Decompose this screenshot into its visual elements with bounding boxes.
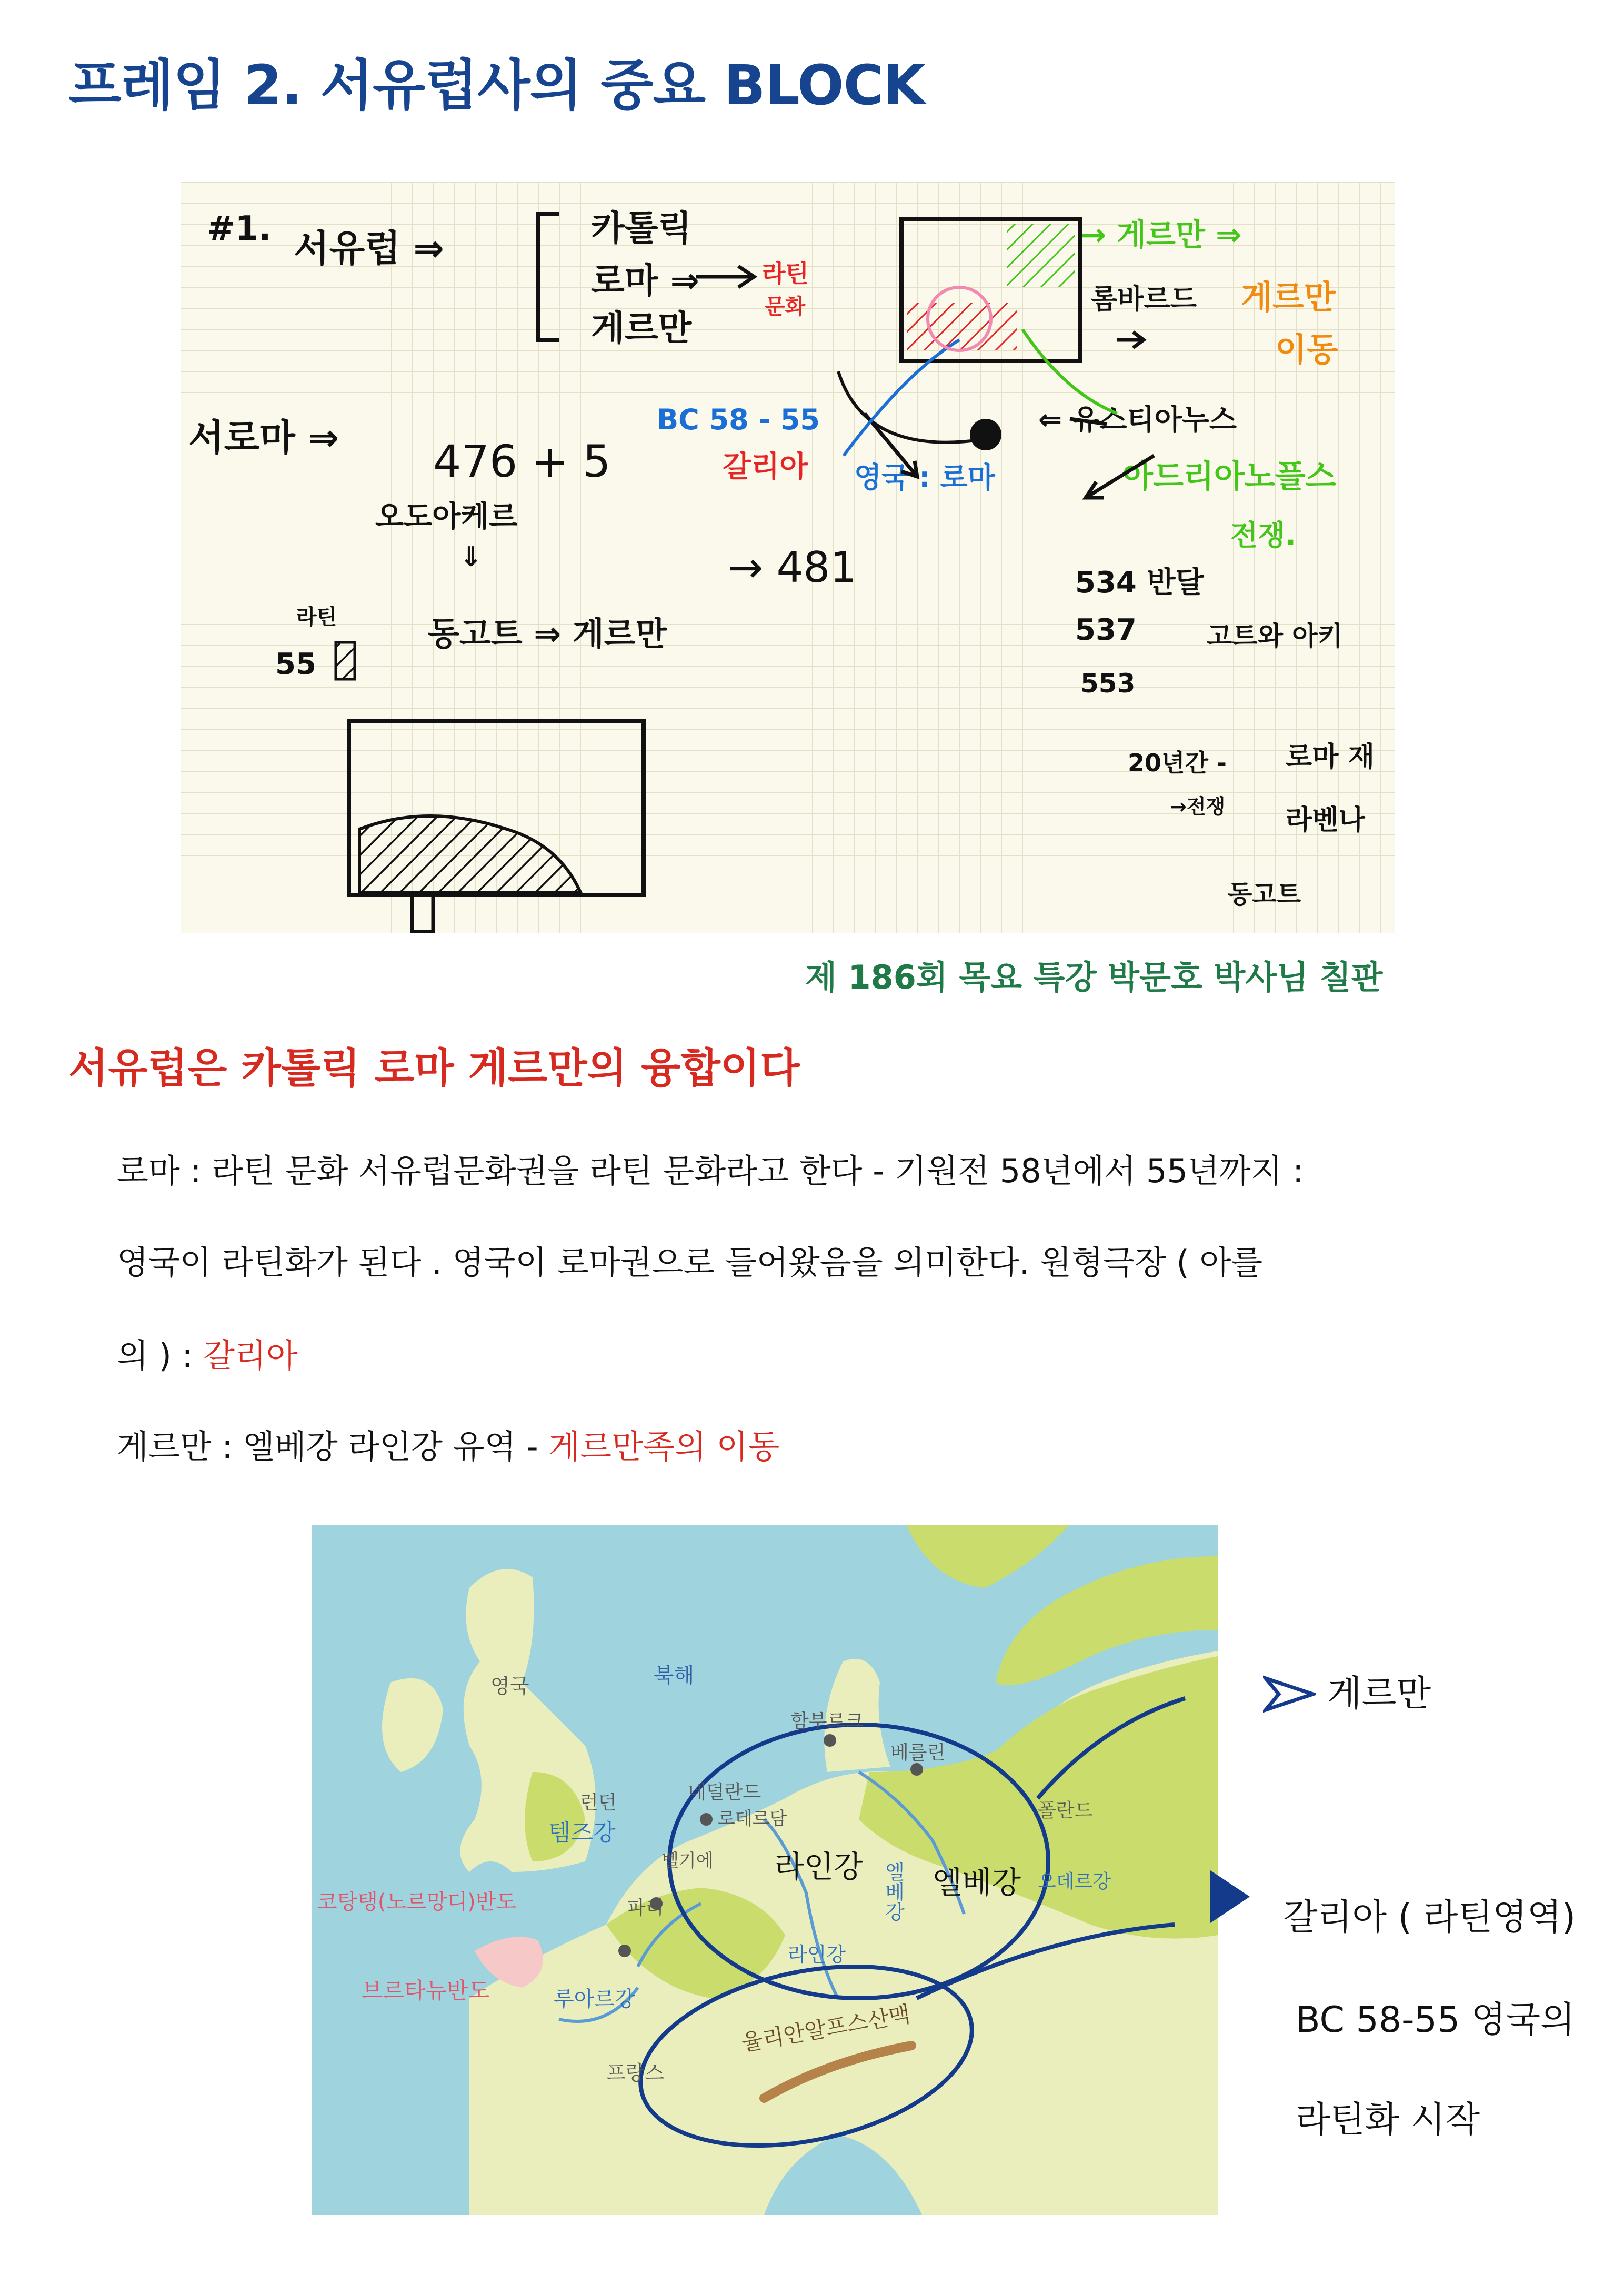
body-line-4 <box>117 1421 779 1467</box>
body-line-3 <box>117 1330 298 1376</box>
map-label-paris: 파리 <box>627 1897 664 1919</box>
map-label-north-sea: 북해 <box>654 1664 695 1688</box>
map-label-elbe-vertical: 엘베강 <box>881 1861 905 1921</box>
map-label-rhine-small: 라인강 <box>788 1943 846 1966</box>
board-caption: 제 186회 목요 특강 박문호 박사님 칠판 <box>805 958 1383 996</box>
page-title: 프레임 2. 서유럽사의 중요 BLOCK <box>68 53 925 117</box>
map-label-thames: 템즈강 <box>548 1819 616 1846</box>
board-note-22: 이동 <box>1275 330 1338 369</box>
board-note-23: ⇐ 유스티아누스 <box>1038 403 1237 436</box>
board-note-11: ⇓ <box>459 541 483 573</box>
arrow-gallia-icon <box>1205 1868 1252 1926</box>
board-note-2: 서유럽 ⇒ <box>294 227 444 270</box>
board-note-17: 갈리아 <box>723 450 808 484</box>
arrow-germanic-icon <box>1263 1673 1316 1715</box>
board-note-31: →전쟁 <box>1170 795 1226 818</box>
board-note-7: 게르만 <box>591 308 692 348</box>
map-label-oder: 오데르강 <box>1038 1871 1111 1892</box>
map-label-france: 프랑스 <box>606 2061 665 2084</box>
map-label-belgium: 벨기에 <box>661 1850 714 1871</box>
body-line-1: 로마 : 라틴 문화 서유럽문화권을 라틴 문화라고 한다 - 기원전 58년에서 55년까지 : <box>117 1152 1304 1190</box>
board-note-13: → 481 <box>728 543 857 592</box>
board-note-24: 아드리아노플스 <box>1122 458 1336 495</box>
board-note-32: 로마 재 <box>1286 741 1375 773</box>
board-note-1: #1. <box>207 209 272 248</box>
board-note-20: 롬바르드 <box>1091 284 1197 315</box>
board-note-18: 영국 : 로마 <box>854 461 995 494</box>
body-line-4-red: 게르만족의 이동 <box>548 1427 780 1466</box>
board-note-28: 고트와 아키 <box>1207 621 1343 651</box>
body-line-3-prefix: 의 ) : <box>117 1336 204 1375</box>
board-note-9: 476 + 5 <box>433 436 611 487</box>
map-label-elbe-big: 엘베강 <box>933 1865 1021 1900</box>
map-label-england: 영국 <box>490 1675 529 1698</box>
map-label-rotterdam: 로테르담 <box>718 1808 787 1829</box>
board-note-26: 534 반달 <box>1075 566 1204 600</box>
board-note-5: 라틴 <box>762 259 809 288</box>
body-line-4-prefix: 게르만 : 엘베강 라인강 유역 - <box>117 1427 549 1466</box>
board-note-21: 게르만 <box>1241 278 1336 316</box>
board-note-33: 라벤나 <box>1286 804 1365 836</box>
body-line-2: 영국이 라틴화가 된다 . 영국이 로마권으로 들어왔음을 의미한다. 원형극장 ( 아를 <box>117 1243 1263 1282</box>
side-label-gallia: 갈리아 ( 라틴영역) <box>1283 1897 1576 1938</box>
headline: 서유럽은 카톨릭 로마 게르만의 융합이다 <box>68 1045 800 1092</box>
side-label-germanic: 게르만 <box>1327 1673 1431 1715</box>
board-note-25: 전쟁. <box>1230 519 1296 552</box>
map-label-berlin: 베를린 <box>890 1742 946 1764</box>
map-label-netherlands: 네덜란드 <box>688 1781 761 1803</box>
map-label-loire: 루아르강 <box>554 1987 635 2011</box>
map-label-hamburg: 함부르크 <box>790 1710 864 1732</box>
board-note-4: 로마 ⇒ <box>591 260 699 301</box>
board-note-16: BC 58 - 55 <box>657 403 820 436</box>
body-line-3-red: 갈리아 <box>203 1336 298 1375</box>
board-note-6: 문화 <box>765 295 806 319</box>
board-note-14: 라틴 <box>296 605 337 629</box>
board-note-12: 동고트 ⇒ 게르만 <box>428 615 667 653</box>
board-note-27: 537 <box>1075 613 1137 647</box>
map-label-cotentin: 코탕탱(노르망디)반도 <box>317 1890 516 1914</box>
board-note-34: 동고트 <box>1228 880 1301 909</box>
board-note-10: 오도아케르 <box>375 500 518 534</box>
europe-map <box>312 1525 1218 2215</box>
lecture-board-image <box>181 182 1395 933</box>
map-label-london: 런던 <box>580 1792 617 1814</box>
board-note-15: 55 <box>275 647 316 681</box>
map-label-alps: 율리안알프스산맥 <box>739 2001 913 2056</box>
map-label-rhine-big: 라인강 <box>775 1849 864 1885</box>
board-note-3: 카톨릭 <box>591 208 692 248</box>
board-note-19: → 게르만 ⇒ <box>1080 217 1241 253</box>
board-note-8: 서로마 ⇒ <box>188 416 339 459</box>
map-label-poland: 폴란드 <box>1038 1800 1093 1821</box>
map-label-brittany: 브르타뉴반도 <box>362 1978 490 2003</box>
board-note-30: 20년간 - <box>1128 749 1227 777</box>
board-note-29: 553 <box>1080 668 1136 699</box>
side-label-latin-start: 라틴화 시작 <box>1296 2099 1480 2141</box>
side-label-bc-line: BC 58-55 영국의 <box>1296 1999 1575 2041</box>
